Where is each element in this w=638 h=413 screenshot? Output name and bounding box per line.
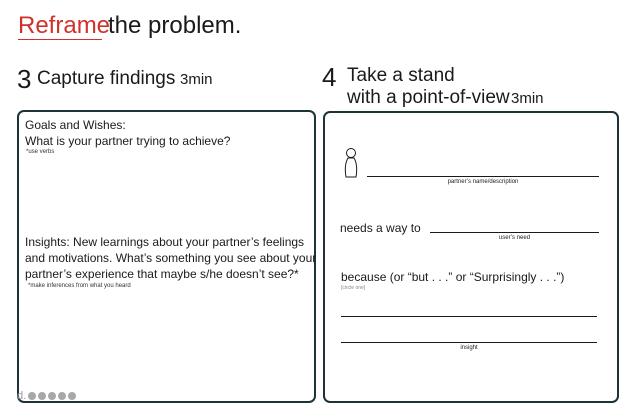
step4-label-line2: with a point-of-view xyxy=(347,87,510,108)
step4-time: 3min xyxy=(511,90,544,107)
insights-line3: partner’s experience that maybe s/he doesn’t see?* xyxy=(25,267,299,281)
logo-dot xyxy=(28,392,36,400)
title-underline xyxy=(18,39,102,40)
logo-dot xyxy=(58,392,66,400)
title-rest: the problem. xyxy=(108,12,242,39)
point-of-view-panel[interactable] xyxy=(323,111,619,403)
goals-heading: Goals and Wishes: xyxy=(25,118,126,132)
step4-label-line1: Take a stand xyxy=(347,65,455,86)
insights-line2: and motivations. What’s something you see about your xyxy=(25,251,317,265)
insight-caption: insight xyxy=(460,345,478,351)
insight-line-1[interactable] xyxy=(341,316,597,317)
dschool-logo xyxy=(17,390,76,402)
step3-label: Capture findings xyxy=(37,68,176,89)
need-line[interactable] xyxy=(430,232,599,233)
circle-one-note: [circle one] xyxy=(341,285,366,291)
step4-header xyxy=(322,62,622,108)
insight-line-2[interactable] xyxy=(341,342,597,343)
step4-number: 4 xyxy=(322,62,337,92)
need-caption: user’s need xyxy=(498,235,531,241)
title-reframe: Reframe xyxy=(18,12,111,39)
logo-dot xyxy=(48,392,56,400)
needs-label: needs a way to xyxy=(340,221,421,235)
step3-header xyxy=(17,64,307,94)
person-icon xyxy=(343,147,359,184)
step3-time: 3min xyxy=(180,71,213,88)
partner-caption: partner’s name/description xyxy=(447,179,519,185)
partner-line[interactable] xyxy=(367,176,599,177)
insights-line1: Insights: New learnings about your partner’s feelings xyxy=(25,235,305,249)
insights-note: *make inferences from what you heard xyxy=(28,283,131,289)
goals-question: What is your partner trying to achieve? xyxy=(25,134,231,148)
findings-panel[interactable] xyxy=(17,110,316,403)
step3-number: 3 xyxy=(17,64,32,94)
logo-dot xyxy=(38,392,46,400)
because-label: because (or “but . . .” or “Surprisingly . . .”) xyxy=(341,270,565,284)
logo-dot xyxy=(68,392,76,400)
logo-text: d. xyxy=(17,390,27,402)
goals-note: *use verbs xyxy=(26,149,55,155)
